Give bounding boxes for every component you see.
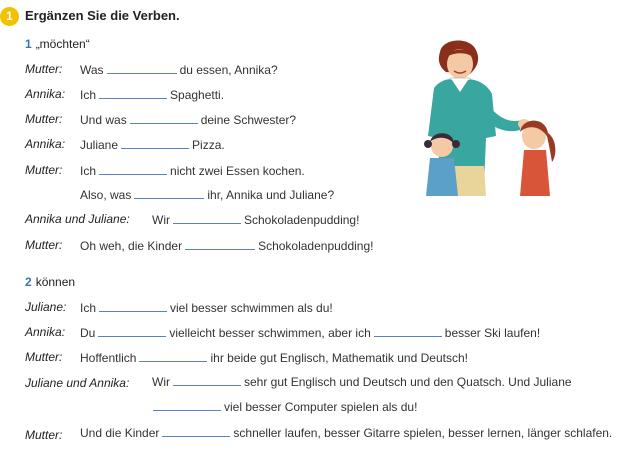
speaker-label: Juliane und Annika:: [25, 376, 130, 390]
answer-blank[interactable]: [185, 238, 255, 250]
speaker-label: Juliane:: [25, 300, 67, 314]
section-2-title: können: [35, 275, 76, 289]
exercise-number-badge: 1: [0, 7, 19, 26]
dialogue-line: Und die Kinder schneller laufen, besser Gitarre spielen, besser lernen, länger schlafen.: [80, 426, 613, 440]
section-1-heading: [25, 37, 90, 51]
section-2-number: 2: [25, 275, 32, 289]
answer-blank[interactable]: [121, 137, 189, 149]
dialogue-line: viel besser Computer spielen als du!: [150, 399, 417, 414]
answer-blank[interactable]: [98, 325, 166, 337]
speaker-label: Mutter:: [25, 350, 63, 364]
dialogue-line: Wir Schokoladenpudding!: [152, 213, 360, 227]
dialogue-line: Was du essen, Annika?: [80, 63, 278, 77]
dialogue-line: Ich nicht zwei Essen kochen.: [80, 164, 305, 178]
speaker-label: Annika:: [25, 87, 66, 101]
speaker-label: Mutter:: [25, 428, 63, 442]
dialogue-line: Ich Spaghetti.: [80, 88, 225, 102]
exercise-title: Ergänzen Sie die Verben.: [25, 8, 180, 23]
answer-blank[interactable]: [99, 87, 167, 99]
speaker-label: Mutter:: [25, 62, 63, 76]
answer-blank[interactable]: [374, 325, 442, 337]
answer-blank[interactable]: [173, 212, 241, 224]
dialogue-line: Ich viel besser schwimmen als du!: [80, 301, 333, 315]
answer-blank[interactable]: [99, 300, 167, 312]
dialogue-line: Und was deine Schwester?: [80, 113, 297, 127]
answer-blank[interactable]: [130, 112, 198, 124]
section-1-number: 1: [25, 37, 32, 51]
section-2-heading: [25, 275, 75, 289]
speaker-label: Annika:: [25, 325, 66, 339]
answer-blank[interactable]: [162, 425, 230, 437]
answer-blank[interactable]: [134, 187, 204, 199]
dialogue-line: Oh weh, die Kinder Schokoladenpudding!: [80, 239, 374, 253]
answer-blank[interactable]: [139, 350, 207, 362]
answer-blank[interactable]: [153, 399, 221, 411]
answer-blank[interactable]: [99, 163, 167, 175]
speaker-label: Mutter:: [25, 238, 63, 252]
dialogue-line: Wir sehr gut Englisch und Deutsch und den Quatsch. Und Juliane: [152, 375, 572, 389]
answer-blank[interactable]: [107, 62, 177, 74]
speaker-label: Annika und Juliane:: [25, 212, 130, 226]
dialogue-line: Du vielleicht besser schwimmen, aber ich besser Ski laufen!: [80, 326, 541, 340]
speaker-label: Annika:: [25, 137, 66, 151]
mother-and-daughters-illustration: [412, 36, 572, 206]
speaker-label: Mutter:: [25, 112, 63, 126]
dialogue-line: Hoffentlich ihr beide gut Englisch, Mathematik und Deutsch!: [80, 351, 468, 365]
dialogue-line: Juliane Pizza.: [80, 138, 225, 152]
speaker-label: Mutter:: [25, 163, 63, 177]
section-1-title: „möchten“: [35, 37, 90, 51]
dialogue-line: Also, was ihr, Annika und Juliane?: [80, 188, 335, 202]
answer-blank[interactable]: [173, 374, 241, 386]
